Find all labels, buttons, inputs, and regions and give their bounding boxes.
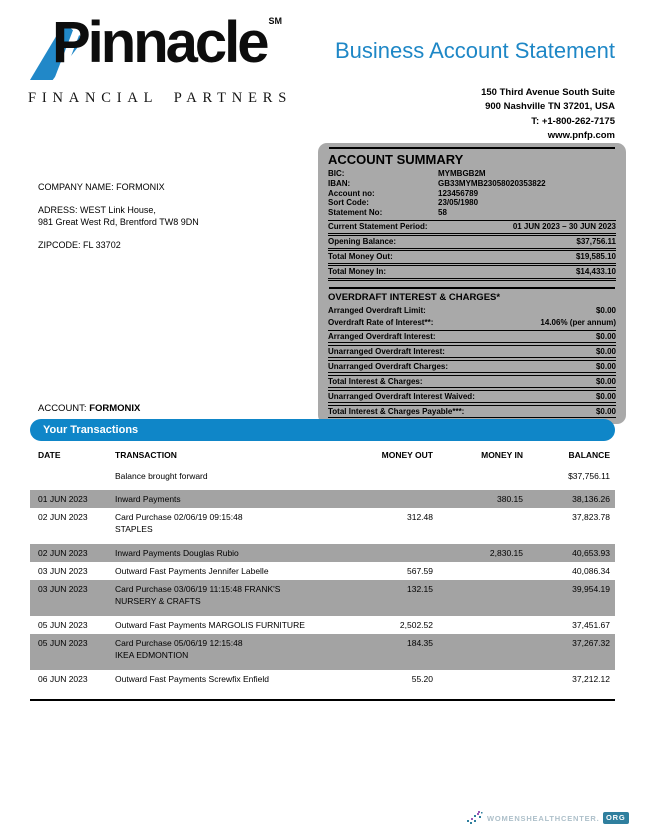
company-block [38, 181, 199, 252]
watermark-text: WOMENSHEALTHCENTER. [486, 813, 600, 823]
summary-balance-label: Total Money Out: [328, 252, 393, 262]
transaction-row [30, 508, 615, 544]
transaction-money-in: 2,830.15 [489, 548, 523, 558]
transaction-description [115, 566, 347, 576]
transaction-money-out [347, 548, 433, 558]
overdraft-value: $0.00 [595, 361, 616, 371]
transaction-money-out [347, 471, 433, 481]
transaction-row [30, 562, 615, 580]
transaction-line1: Outward Fast Payments Screwfix Enfield [115, 674, 270, 684]
transaction-balance: 37,451.67 [572, 620, 610, 630]
box-top-rule [329, 287, 615, 289]
transaction-date: 05 JUN 2023 [38, 638, 88, 648]
summary-balance-value: $37,756.11 [576, 237, 616, 247]
summary-info-value: 123456789 [438, 188, 479, 198]
transaction-balance: 40,653.93 [572, 548, 610, 558]
summary-info-row [328, 169, 616, 179]
overdraft-row [328, 317, 616, 329]
transaction-date: 05 JUN 2023 [38, 620, 88, 630]
summary-balance-value: $19,585.10 [575, 252, 616, 262]
transaction-row [30, 580, 615, 616]
transaction-date: 03 JUN 2023 [38, 584, 88, 594]
overdraft-row [328, 330, 616, 344]
transaction-row [30, 634, 615, 670]
column-header: MONEY OUT [381, 450, 433, 460]
transaction-row [30, 670, 615, 688]
transaction-money-out: 2,502.52 [399, 620, 433, 630]
overdraft-row [328, 375, 616, 389]
transaction-row [30, 490, 615, 508]
summary-balance-label: Current Statement Period: [328, 222, 428, 232]
transaction-money-out: 132.15 [407, 584, 433, 594]
transaction-line1: Card Purchase 03/06/19 11:15:48 FRANK'S [115, 584, 281, 594]
overdraft-value: 14.06% (per annum) [540, 317, 616, 327]
transactions-table [30, 447, 615, 701]
transaction-date: 03 JUN 2023 [38, 566, 88, 576]
transaction-date: 01 JUN 2023 [38, 494, 88, 504]
transaction-money-in [433, 566, 523, 576]
transaction-date [30, 471, 115, 481]
account-summary-info [328, 169, 616, 218]
transaction-money-in [433, 471, 523, 481]
summary-info-row [328, 179, 616, 189]
summary-balance-label: Total Money In: [328, 267, 387, 277]
overdraft-title: OVERDRAFT INTEREST & CHARGES* [328, 292, 501, 303]
transaction-money-in: 380.15 [497, 494, 523, 504]
transaction-description [115, 512, 347, 534]
transaction-money-in [433, 620, 523, 630]
overdraft-row [328, 305, 616, 317]
overdraft-label: Unarranged Overdraft Interest Waived: [328, 391, 475, 401]
transaction-line1: Card Purchase 02/06/19 09:15:48 [115, 512, 243, 522]
transaction-row [30, 544, 615, 562]
overdraft-box [318, 283, 626, 424]
overdraft-rows [328, 305, 616, 418]
trademark-sm: SM [268, 16, 283, 26]
summary-info-value: 23/05/1980 [438, 198, 479, 208]
transaction-balance: 37,823.78 [572, 512, 610, 522]
transaction-money-out: 567.59 [407, 566, 433, 576]
overdraft-label: Overdraft Rate of Interest**: [328, 317, 434, 327]
transaction-description [115, 548, 347, 558]
company-address-line2: 981 Great West Rd, Brentford TW8 9DN [38, 217, 199, 228]
transaction-line1: Balance brought forward [115, 471, 208, 481]
overdraft-label: Arranged Overdraft Limit: [328, 306, 426, 315]
table-end-rule [30, 699, 615, 701]
summary-info-value: MYMBGB2M [438, 169, 486, 178]
transaction-description [115, 471, 347, 481]
transaction-line2: STAPLES [115, 524, 153, 534]
pinnacle-logo [28, 10, 320, 114]
transaction-line1: Inward Payments [115, 494, 181, 504]
overdraft-row [328, 390, 616, 404]
transaction-date: 02 JUN 2023 [38, 548, 88, 558]
transaction-line1: Card Purchase 05/06/19 12:15:48 [115, 638, 243, 648]
transaction-row [30, 616, 615, 634]
transaction-money-in [433, 638, 523, 660]
summary-balance-row [328, 250, 616, 264]
contact-line: T: +1-800-262-7175 [531, 115, 615, 127]
transaction-money-out: 312.48 [407, 512, 433, 522]
transaction-balance: 38,136.26 [572, 494, 610, 504]
transaction-balance: 39,954.19 [572, 584, 610, 594]
overdraft-label: Unarranged Overdraft Charges: [328, 361, 449, 371]
contact-line: 150 Third Avenue South Suite [481, 87, 615, 98]
summary-info-value: 58 [438, 208, 447, 218]
transaction-description [115, 620, 347, 630]
transaction-money-in [433, 512, 523, 534]
transaction-line1: Outward Fast Payments Jennifer Labelle [115, 566, 269, 576]
transaction-line1: Inward Payments Douglas Rubio [115, 548, 239, 558]
overdraft-value: $0.00 [595, 331, 616, 341]
summary-balance-value: 01 JUN 2023 – 30 JUN 2023 [512, 222, 616, 232]
watermark-org-badge: ORG [603, 812, 629, 825]
transaction-balance: $37,756.11 [568, 471, 610, 481]
account-name: FORMONIX [89, 403, 141, 414]
overdraft-row [328, 405, 616, 419]
account-label: ACCOUNT: [38, 403, 87, 414]
brand-tagline: FINANCIAL PARTNERS [28, 90, 293, 106]
transaction-balance: 37,267.32 [572, 638, 610, 648]
overdraft-label: Total Interest & Charges Payable***: [328, 406, 465, 416]
company-address-line1: ADRESS: WEST Link House, [38, 205, 156, 216]
transaction-line2: NURSERY & CRAFTS [115, 596, 201, 606]
bank-contact-block [481, 86, 615, 143]
account-summary-title: ACCOUNT SUMMARY [328, 152, 464, 167]
brand-wordmark [28, 10, 320, 86]
overdraft-row [328, 360, 616, 374]
company-name-line: COMPANY NAME: FORMONIX [38, 182, 165, 192]
company-zipcode-line: ZIPCODE: FL 33702 [38, 240, 121, 251]
summary-balance-row [328, 265, 616, 279]
overdraft-value: $0.00 [595, 306, 616, 315]
summary-balance-row [328, 220, 616, 234]
summary-info-label: BIC: [328, 169, 345, 178]
column-header: MONEY IN [481, 450, 523, 460]
transaction-description [115, 494, 347, 504]
contact-line: www.pnfp.com [547, 129, 615, 141]
account-summary-box [318, 143, 626, 300]
column-header: BALANCE [568, 450, 610, 460]
transaction-money-in [433, 584, 523, 606]
your-transactions-bar: Your Transactions [30, 419, 615, 441]
overdraft-label: Arranged Overdraft Interest: [328, 331, 436, 341]
overdraft-value: $0.00 [595, 391, 616, 401]
overdraft-label: Unarranged Overdraft Interest: [328, 346, 445, 356]
summary-balance-row [328, 235, 616, 249]
transaction-date: 02 JUN 2023 [38, 512, 88, 522]
transactions-body [30, 466, 615, 688]
box-top-rule [329, 147, 615, 149]
summary-balance-value: $14,433.10 [575, 267, 616, 277]
overdraft-label: Total Interest & Charges: [328, 376, 423, 386]
watermark [467, 811, 629, 825]
overdraft-value: $0.00 [595, 346, 616, 356]
transaction-balance: 37,212.12 [572, 674, 610, 684]
summary-balance-label: Opening Balance: [328, 237, 397, 247]
overdraft-value: $0.00 [595, 376, 616, 386]
spacer [38, 228, 199, 239]
transaction-row [30, 466, 615, 490]
summary-info-row [328, 198, 616, 208]
summary-info-label: Account no: [328, 188, 375, 198]
transaction-money-out: 55.20 [411, 674, 433, 684]
column-header: TRANSACTION [115, 450, 177, 460]
summary-info-label: Sort Code: [328, 198, 369, 208]
confetti-dots-icon [467, 811, 484, 825]
transaction-description [115, 674, 347, 684]
summary-info-row [328, 208, 616, 218]
column-header: DATE [38, 450, 61, 460]
contact-line: 900 Nashville TN 37201, USA [485, 101, 615, 113]
account-line [38, 403, 140, 414]
transaction-date: 06 JUN 2023 [38, 674, 88, 684]
overdraft-value: $0.00 [595, 406, 616, 416]
spacer [38, 193, 199, 204]
transaction-description [115, 638, 347, 660]
transaction-money-in [433, 674, 523, 684]
brand-name-text: Pinnacle [52, 10, 267, 75]
summary-info-label: IBAN: [328, 178, 351, 188]
transaction-money-out: 184.35 [407, 638, 433, 648]
summary-info-value: GB33MYMB23058020353822 [438, 178, 546, 188]
transaction-money-out [347, 494, 433, 504]
overdraft-row [328, 345, 616, 359]
brand-name [52, 9, 282, 76]
transaction-line2: IKEA EDMONTION [115, 650, 189, 660]
transaction-line1: Outward Fast Payments MARGOLIS FURNITURE [115, 620, 305, 630]
summary-info-row [328, 189, 616, 199]
summary-info-label: Statement No: [328, 208, 383, 218]
document-title: Business Account Statement [334, 38, 615, 63]
transaction-description [115, 584, 347, 606]
transaction-balance: 40,086.34 [572, 566, 610, 576]
transactions-header-row [30, 447, 615, 466]
